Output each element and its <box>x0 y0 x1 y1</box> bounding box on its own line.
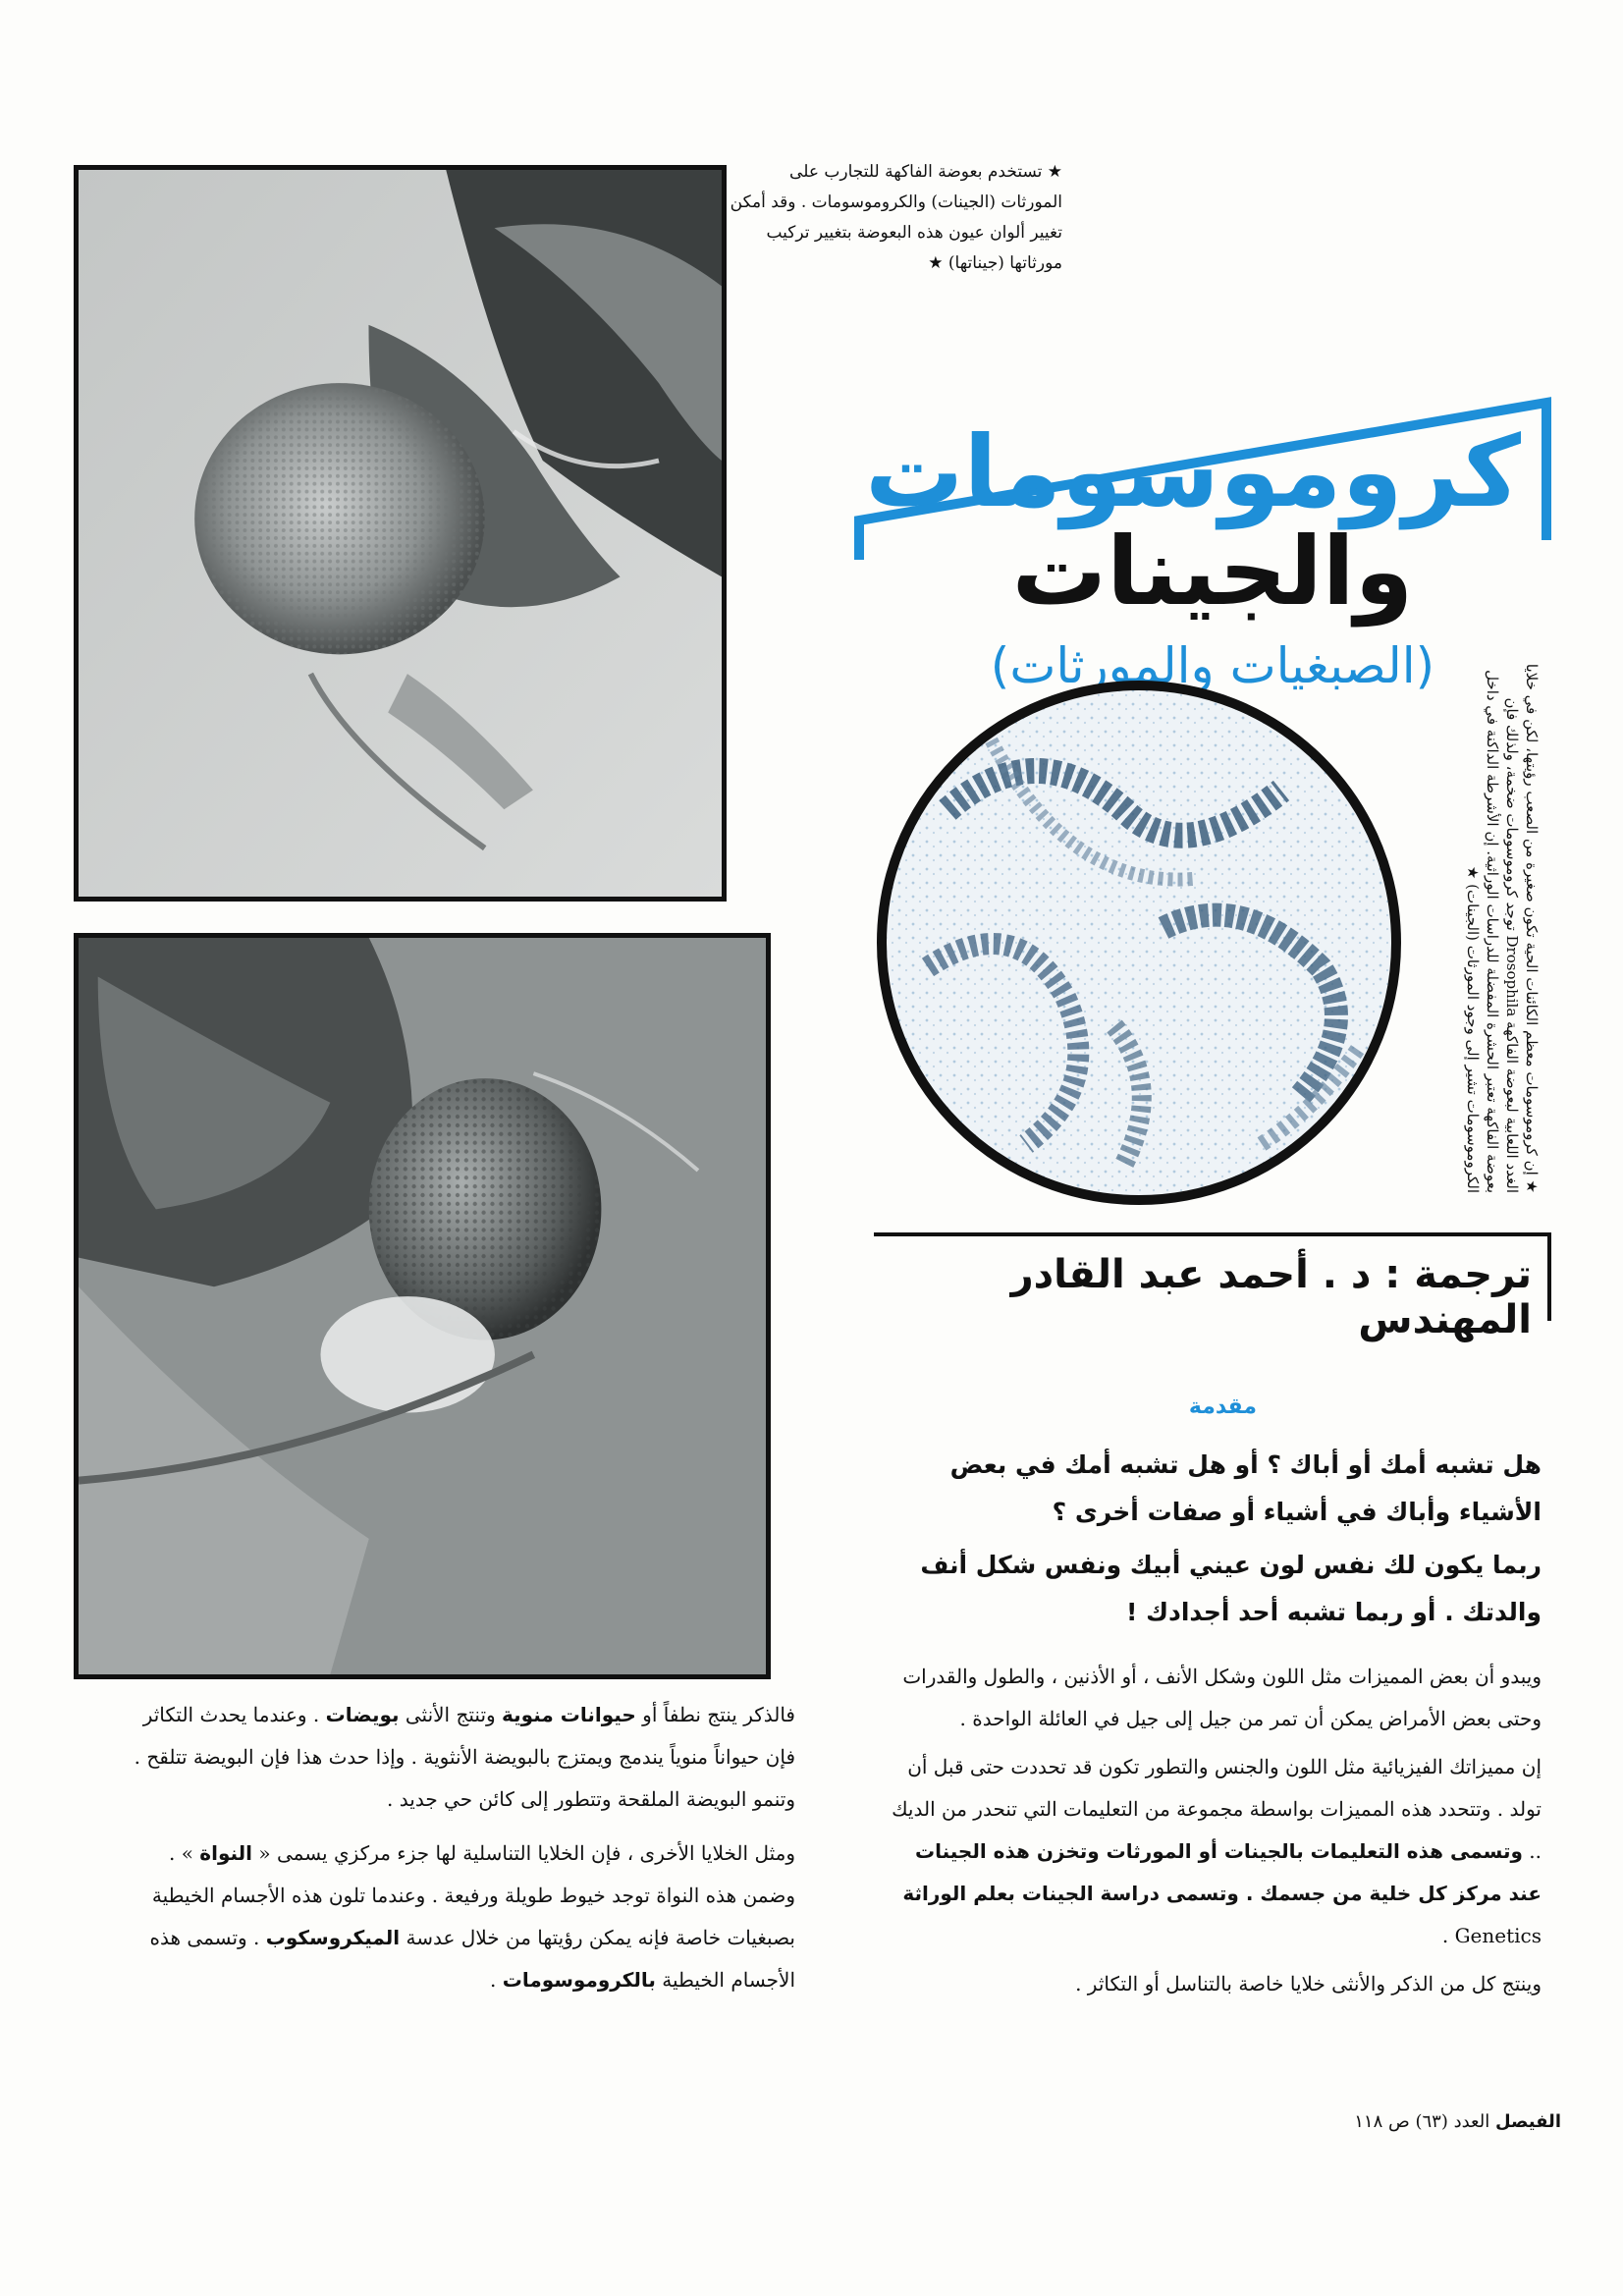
chromosome-micrograph <box>869 673 1409 1213</box>
body-text: . <box>490 1968 503 1992</box>
body-bold-text: حيوانات منوية <box>502 1703 636 1726</box>
body-text: » . وضمن هذه النواة توجد خيوط طويلة ورفيعة . وعندما تلون هذه الأجسام الخيطية بصبغيات خاصة فإنه يمكن رؤيتها من خلال عدسة <box>151 1841 795 1949</box>
lead-paragraph-2: ربما يكون لك نفس لون عيني أبيك ونفس شكل أنف والدتك . أو ربما تشبه أحد أجدادك ! <box>920 1551 1542 1626</box>
body-bold-text: الميكروسكوب <box>265 1926 401 1949</box>
page-footer <box>1296 2111 1561 2132</box>
lead-text <box>879 1442 1542 1642</box>
body-bold-text: بالكروموسومات <box>502 1968 656 1992</box>
body-paragraph: وينتج كل من الذكر والأنثى خلايا خاصة بالتناسل أو التكاثر . <box>1075 1972 1542 1995</box>
magazine-logo: الفيصل <box>1494 2111 1561 2132</box>
body-column-left <box>128 1694 795 2013</box>
lead-paragraph-1: هل تشبه أمك أو أباك ؟ أو هل تشبه أمك في بعض الأشياء وأباك في أشياء أو صفات أخرى ؟ <box>949 1450 1542 1526</box>
body-text: . وتسمى هذه الأجسام الخيطية <box>149 1926 795 1992</box>
title-line-3: (الصبغيات والمورثات) <box>990 637 1435 694</box>
body-text: . وعندما يحدث التكاثر فإن حيواناً منوياً يندمج ويمتزج بالبويضة الأنثوية . وإذا حدث هذا فإن البويضة تتلقح . وتنمو البويضة الملقحة وتتطور إلى كائن حي جديد . <box>134 1703 795 1811</box>
body-bold-text: بويضات <box>325 1703 400 1726</box>
author-byline <box>874 1232 1551 1342</box>
body-bold-text: النواة <box>199 1841 253 1865</box>
body-paragraph <box>128 1694 795 1821</box>
byline-rule <box>874 1232 1551 1236</box>
issue-page-number: العدد (٦٣) ص ١١٨ <box>1354 2111 1490 2132</box>
section-heading: مقدمة <box>1188 1394 1257 1419</box>
byline-bar <box>1547 1232 1551 1321</box>
author-name: ترجمة : د . أحمد عبد القادر المهندس <box>1010 1252 1532 1342</box>
body-text: وتنتج الأنثى <box>399 1703 503 1726</box>
body-paragraph <box>128 1832 795 2001</box>
article-title <box>741 393 1556 717</box>
photo-caption-side: ★ إن كروموسومات معظم الكائنات الحية تكون صغيرة من الصعب رؤيتها، لكن في خلايا الغدد اللعابية لبعوضة الفاكهة Drosophila توجد كروموسومات ضخمة، ولذلك فإن بعوضة الفاكهة تعتبر الحشرة المفضلة للدراسات الوراثية. إن الأشرطة الداكنة في داخل الكروموسومات تشير إلى وجود المورثات (الجينات) ★ <box>1464 663 1541 1193</box>
title-line-1: كروموسومات <box>864 414 1522 529</box>
fruit-fly-photo-top <box>74 165 727 902</box>
title-line-2: والجينات <box>1011 517 1414 627</box>
photo-caption-top: ★ تستخدم بعوضة الفاكهة للتجارب على المورثات (الجينات) والكروموسومات . وقد أمكن تغيير ألوان عيون هذه البعوضة بتغيير تركيب مورثاتها (جيناتها) ★ <box>730 162 1062 273</box>
fruit-fly-photo-bottom <box>74 933 771 1679</box>
body-text: Genetics . <box>1441 1924 1542 1947</box>
body-paragraph: ويبدو أن بعض المميزات مثل اللون وشكل الأنف ، أو الأذنين ، والطول والقدرات وحتى بعض الأمراض يمكن أن تمر من جيل إلى جيل في العائلة الواحدة . <box>902 1665 1542 1730</box>
photo-caption-side-wrapper <box>1464 663 1542 1193</box>
body-text: ومثل الخلايا الأخرى ، فإن الخلايا التناسلية لها جزء مركزي يسمى « <box>252 1841 795 1865</box>
body-text: فالذكر ينتج نطفاً أو <box>635 1703 795 1726</box>
body-text: إن مميزاتك الفيزيائية مثل اللون والجنس والتطور تكون قد تحددت حتى قبل أن تولد . وتتحدد هذه المميزات بواسطة مجموعة من التعليمات التي تنحدر من الديك .. <box>892 1755 1542 1863</box>
body-bold-text: وتسمى هذه التعليمات بالجينات أو المورثات وتخزن هذه الجينات عند مركز كل خلية من جسمك . وتسمى دراسة الجينات بعلم الوراثة <box>902 1839 1542 1905</box>
body-column-right <box>879 1656 1542 2011</box>
body-paragraph <box>879 1746 1542 1957</box>
